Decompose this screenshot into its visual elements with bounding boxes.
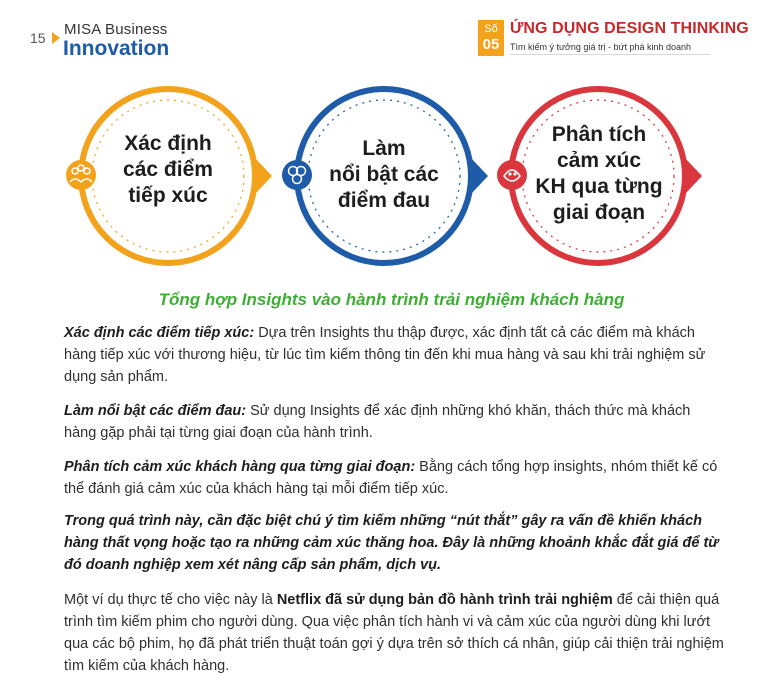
series-title: ỨNG DỤNG DESIGN THINKING (510, 20, 749, 37)
paragraph-netflix-b: để cải thiện quá trình tìm kiếm phim cho người dùng. Qua việc phân tích hành vi và cảm xúc của người dùng khi lướt qua các bộ phim, họ đã phát triển thuật toán gợi ý dựa trên sở thích cá nhân, giúp cải thiện trải nghiệm tìm kiếm của khách hàng. (64, 592, 724, 674)
paragraph-emotions-lead: Phân tích cảm xúc khách hàng qua từng giai đoạn: (64, 459, 416, 475)
page-number: 15 (30, 30, 46, 46)
paragraph-pain-points (64, 400, 724, 444)
step-2-line-2: nổi bật các (329, 163, 439, 186)
paragraph-pain-points-body: Sử dụng Insights để xác định những khó khăn, thách thức mà khách hàng gặp phải tại từng giai đoạn của hành trình. (64, 403, 691, 441)
paragraph-netflix-a: Một ví dụ thực tế cho việc này là (64, 592, 277, 608)
people-group-icon (66, 160, 96, 190)
pain-point-icon (282, 160, 312, 190)
step-label-3 (528, 122, 670, 226)
step-1-line-2: các điểm (123, 158, 213, 181)
step-3-line-3: KH qua từng (535, 175, 663, 198)
step-label-2 (312, 136, 456, 214)
paragraph-netflix-bold: Netflix đã sử dụng bản đồ hành trình trải nghiệm (276, 592, 613, 608)
step-label-1 (98, 131, 238, 209)
step-3-line-4: giai đoạn (552, 201, 646, 224)
paragraph-touchpoints (64, 322, 724, 388)
paragraph-key-moments: Trong quá trình này, cần đặc biệt chú ý tìm kiếm những “nút thắt” gây ra vấn đề khiến khách hàng thất vọng hoặc tạo ra những cảm xúc thăng hoa. Đây là những khoảnh khắc đắt giá để từ đó doanh nghiệp xem xét nâng cấp sản phẩm, dịch vụ. (64, 513, 719, 573)
paragraph-pain-points-lead: Làm nổi bật các điểm đau: (64, 403, 247, 419)
series-subtitle: Tìm kiếm ý tưởng giá trị - bứt phá kinh doanh (510, 42, 692, 52)
step-1-line-1: Xác định (124, 132, 212, 155)
brand-top: MISA Business (64, 21, 168, 38)
emotion-icon (497, 160, 527, 190)
step-1-line-3: tiếp xúc (128, 184, 208, 207)
step-3-line-2: cảm xúc (556, 149, 642, 172)
step-3-line-1: Phân tích (551, 123, 647, 146)
paragraph-netflix-example (64, 589, 724, 677)
paragraph-emotions (64, 456, 724, 500)
step-2-line-1: Làm (362, 137, 406, 160)
issue-label: Số (484, 23, 498, 35)
section-heading: Tổng hợp Insights vào hành trình trải nghiệm khách hàng (158, 290, 625, 309)
paragraph-touchpoints-lead: Xác định các điểm tiếp xúc: (64, 325, 255, 341)
issue-number: 05 (482, 36, 500, 53)
step-2-line-3: điểm đau (337, 189, 431, 212)
brand-main: Innovation (63, 37, 170, 60)
paragraph-touchpoints-body: Dựa trên Insights thu thập được, xác định tất cả các điểm mà khách hàng tiếp xúc với thương hiệu, từ lúc tìm kiếm thông tin đến khi mua hàng và sau khi trải nghiệm sử dụng sản phẩm. (64, 325, 706, 385)
paragraph-emotions-body: Bằng cách tổng hợp insights, nhóm thiết kế có thể đánh giá cảm xúc của khách hàng tại mỗi điểm tiếp xúc. (64, 459, 718, 497)
